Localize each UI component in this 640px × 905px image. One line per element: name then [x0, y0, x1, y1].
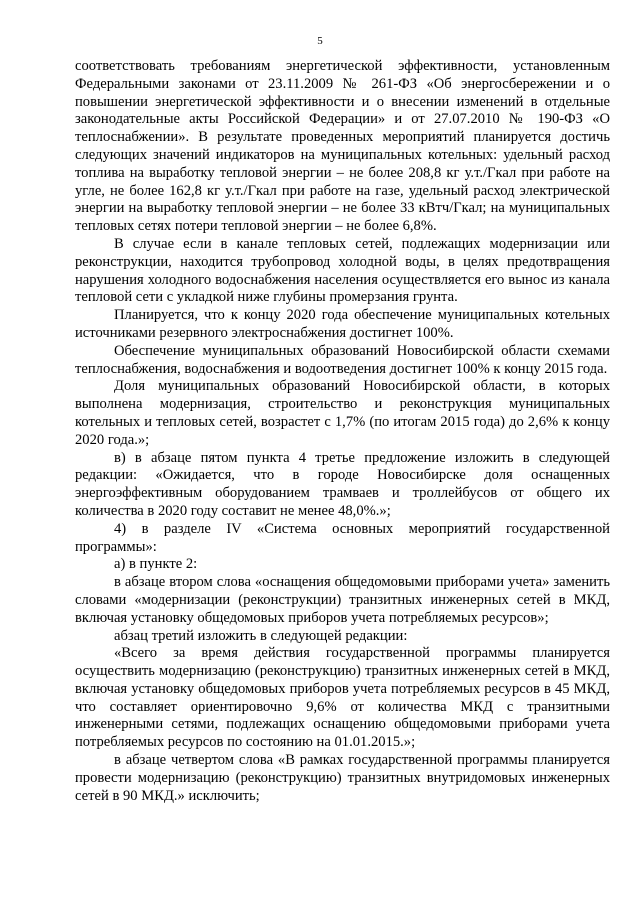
- paragraph-modernization-share: Доля муниципальных образований Новосибирской области, в которых выполнена модернизация, строительство и реконструкция муниципальных котельных и тепловых сетей, возрастет с 1,7% (по итогам 2015 года) до 2,6% к концу 2020 года.»;: [75, 378, 610, 448]
- paragraph-second-abzac: в абзаце втором слова «оснащения общедомовыми приборами учета» заменить словами «модернизации (реконструкции) транзитных инженерных сетей в МКД, включая установку общедомовых приборов учета потребляемых ресурсов»;: [75, 574, 610, 626]
- paragraph-quoted-program: «Всего за время действия государственной программы планируется осуществить модернизацию (реконструкцию) транзитных инженерных сетей в МКД, включая установку общедомовых приборов учета потребляемых ресурсов в 45 МКД, что составляет ориентировочно 9,6% от количества МКД с транзитными инженерными сетями, подлежащих оснащению общедомовыми приборами учета потребляемых ресурсов по состоянию на 01.01.2015.»;: [75, 645, 610, 751]
- paragraph-backup-power: Планируется, что к концу 2020 года обеспечение муниципальных котельных источниками резервного электроснабжения достигнет 100%.: [75, 307, 610, 341]
- paragraph-clause-v: в) в абзаце пятом пункта 4 третье предложение изложить в следующей редакции: «Ожидается, что в городе Новосибирске доля оснащенных энергоэффективным оборудованием трамваев и троллейбусов от общего их количества в 2020 году составит не менее 48,0%.»;: [75, 449, 610, 519]
- paragraph-section-iv: 4) в разделе IV «Система основных мероприятий государственной программы»:: [75, 520, 610, 555]
- paragraph-energy-requirements: соответствовать требованиям энергетической эффективности, установленным Федеральными законами от 23.11.2009 № 261-ФЗ «Об энергосбережении и о повышении энергетической эффективности и о внесении изменений в отдельные законодательные акты Российской Федерации» и от 27.07.2010 № 190-ФЗ «О теплоснабжении». В результате проведенных мероприятий планируется достичь следующих значений индикаторов на муниципальных котельных: удельный расход топлива на выработку тепловой энергии – не более 208,8 кг у.т./Гкал при работе на угле, не более 162,8 кг у.т./Гкал при работе на газе, удельный расход электрической энергии на выработку тепловой энергии – не более 33 кВтч/Гкал; на муниципальных тепловых сетях потери тепловой энергии – не более 6,8%.: [75, 58, 610, 235]
- paragraph-supply-schemes: Обеспечение муниципальных образований Новосибирской области схемами теплоснабжения, водоснабжения и водоотведения достигнет 100% к концу 2015 года.: [75, 342, 610, 377]
- paragraph-cold-water-pipeline: В случае если в канале тепловых сетей, подлежащих модернизации или реконструкции, находится трубопровод холодной воды, в целях предотвращения нарушения холодного водоснабжения населения осуществляется его вынос из канала тепловой сети с укладкой ниже глубины промерзания грунта.: [75, 235, 610, 306]
- paragraph-fourth-abzac: в абзаце четвертом слова «В рамках государственной программы планируется провести модернизацию (реконструкцию) транзитных внутридомовых инженерных сетей в 90 МКД.» исключить;: [75, 752, 610, 804]
- page-number: 5: [317, 35, 323, 47]
- paragraph-third-abzac: абзац третий изложить в следующей редакции:: [114, 627, 408, 644]
- document-body: [75, 58, 610, 805]
- paragraph-item-a: а) в пункте 2:: [114, 556, 198, 573]
